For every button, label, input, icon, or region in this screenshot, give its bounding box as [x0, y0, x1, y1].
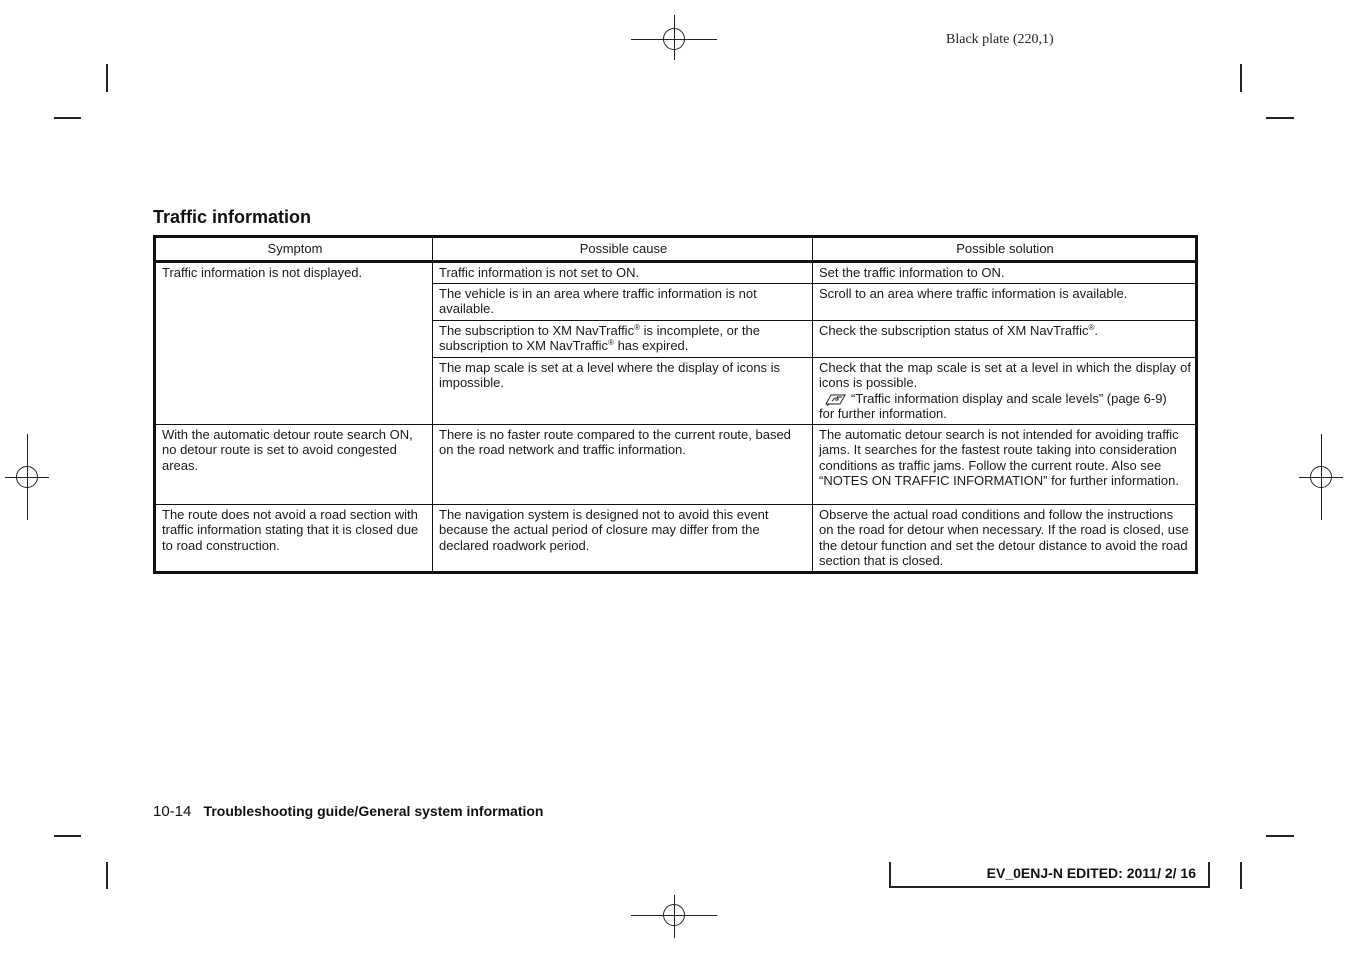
cause-cell: The vehicle is in an area where traffic information is not available.: [433, 283, 813, 320]
registered-mark: ®: [608, 338, 614, 347]
symptom-cell: Traffic information is not displayed.: [155, 262, 433, 425]
column-header-symptom: Symptom: [155, 237, 433, 262]
page-reference: [819, 391, 1191, 407]
cause-cell: Traffic information is not set to ON.: [433, 262, 813, 284]
solution-cell: Set the traffic information to ON.: [813, 262, 1197, 284]
solution-cell: Scroll to an area where traffic information is available.: [813, 283, 1197, 320]
pointing-hand-book-icon: [825, 392, 847, 406]
plate-label: Black plate (220,1): [946, 32, 1054, 47]
cause-text-part: has expired.: [613, 338, 689, 353]
cause-text-part: The subscription to XM NavTraffic: [439, 322, 635, 338]
reference-text[interactable]: “Traffic information display and scale levels” (page 6-9): [851, 390, 1167, 406]
table-row: [155, 262, 1197, 284]
cause-cell: The navigation system is designed not to avoid this event because the actual period of closure may differ from the declared roadwork period.: [433, 504, 813, 572]
reference-suffix: for further information.: [819, 406, 947, 421]
page-footer: [153, 803, 543, 820]
column-header-solution: Possible solution: [813, 237, 1197, 262]
table-row: [155, 424, 1197, 504]
solution-cell: [813, 357, 1197, 424]
registered-mark: ®: [634, 322, 640, 332]
section-title: Traffic information: [153, 207, 312, 227]
footer-section-name: Troubleshooting guide/General system information: [203, 803, 544, 819]
page-number: 10-14: [153, 803, 192, 820]
symptom-cell: With the automatic detour route search ON, no detour route is set to avoid congested areas.: [155, 424, 433, 504]
solution-text-part: Check the subscription status of XM NavTraffic: [819, 322, 1089, 338]
edited-text: EV_0ENJ-N EDITED: 2011/ 2/ 16: [986, 865, 1196, 881]
registered-mark: ®: [1088, 322, 1095, 332]
cause-cell: [433, 320, 813, 357]
solution-cell: Observe the actual road conditions and follow the instructions on the road for detour when necessary. If the road is closed, use the detour function and set the detour distance to avoid the road section that is closed.: [813, 504, 1197, 572]
symptom-cell: The route does not avoid a road section with traffic information stating that it is closed due to road construction.: [155, 504, 433, 572]
cause-text-part: is incomplete, or the subscription to XM NavTraffic: [439, 322, 760, 353]
solution-text-part: .: [1094, 322, 1099, 338]
table-header-row: [155, 237, 1197, 262]
solution-text: Check that the map scale is set at a level in which the display of icons is possible.: [819, 359, 1191, 390]
solution-cell: The automatic detour search is not intended for avoiding traffic jams. It searches for the fastest route taking into consideration conditions as traffic jams. Follow the current route. Also see “NOTES ON TRAFFIC INFORMATION” for further information.: [813, 424, 1197, 504]
troubleshooting-table: [153, 235, 1198, 574]
column-header-cause: Possible cause: [433, 237, 813, 262]
edited-stamp: [889, 862, 1210, 888]
table-row: [155, 504, 1197, 572]
cause-cell: The map scale is set at a level where the display of icons is impossible.: [433, 357, 813, 424]
cause-cell: There is no faster route compared to the current route, based on the road network and traffic information.: [433, 424, 813, 504]
solution-cell: [813, 320, 1197, 357]
